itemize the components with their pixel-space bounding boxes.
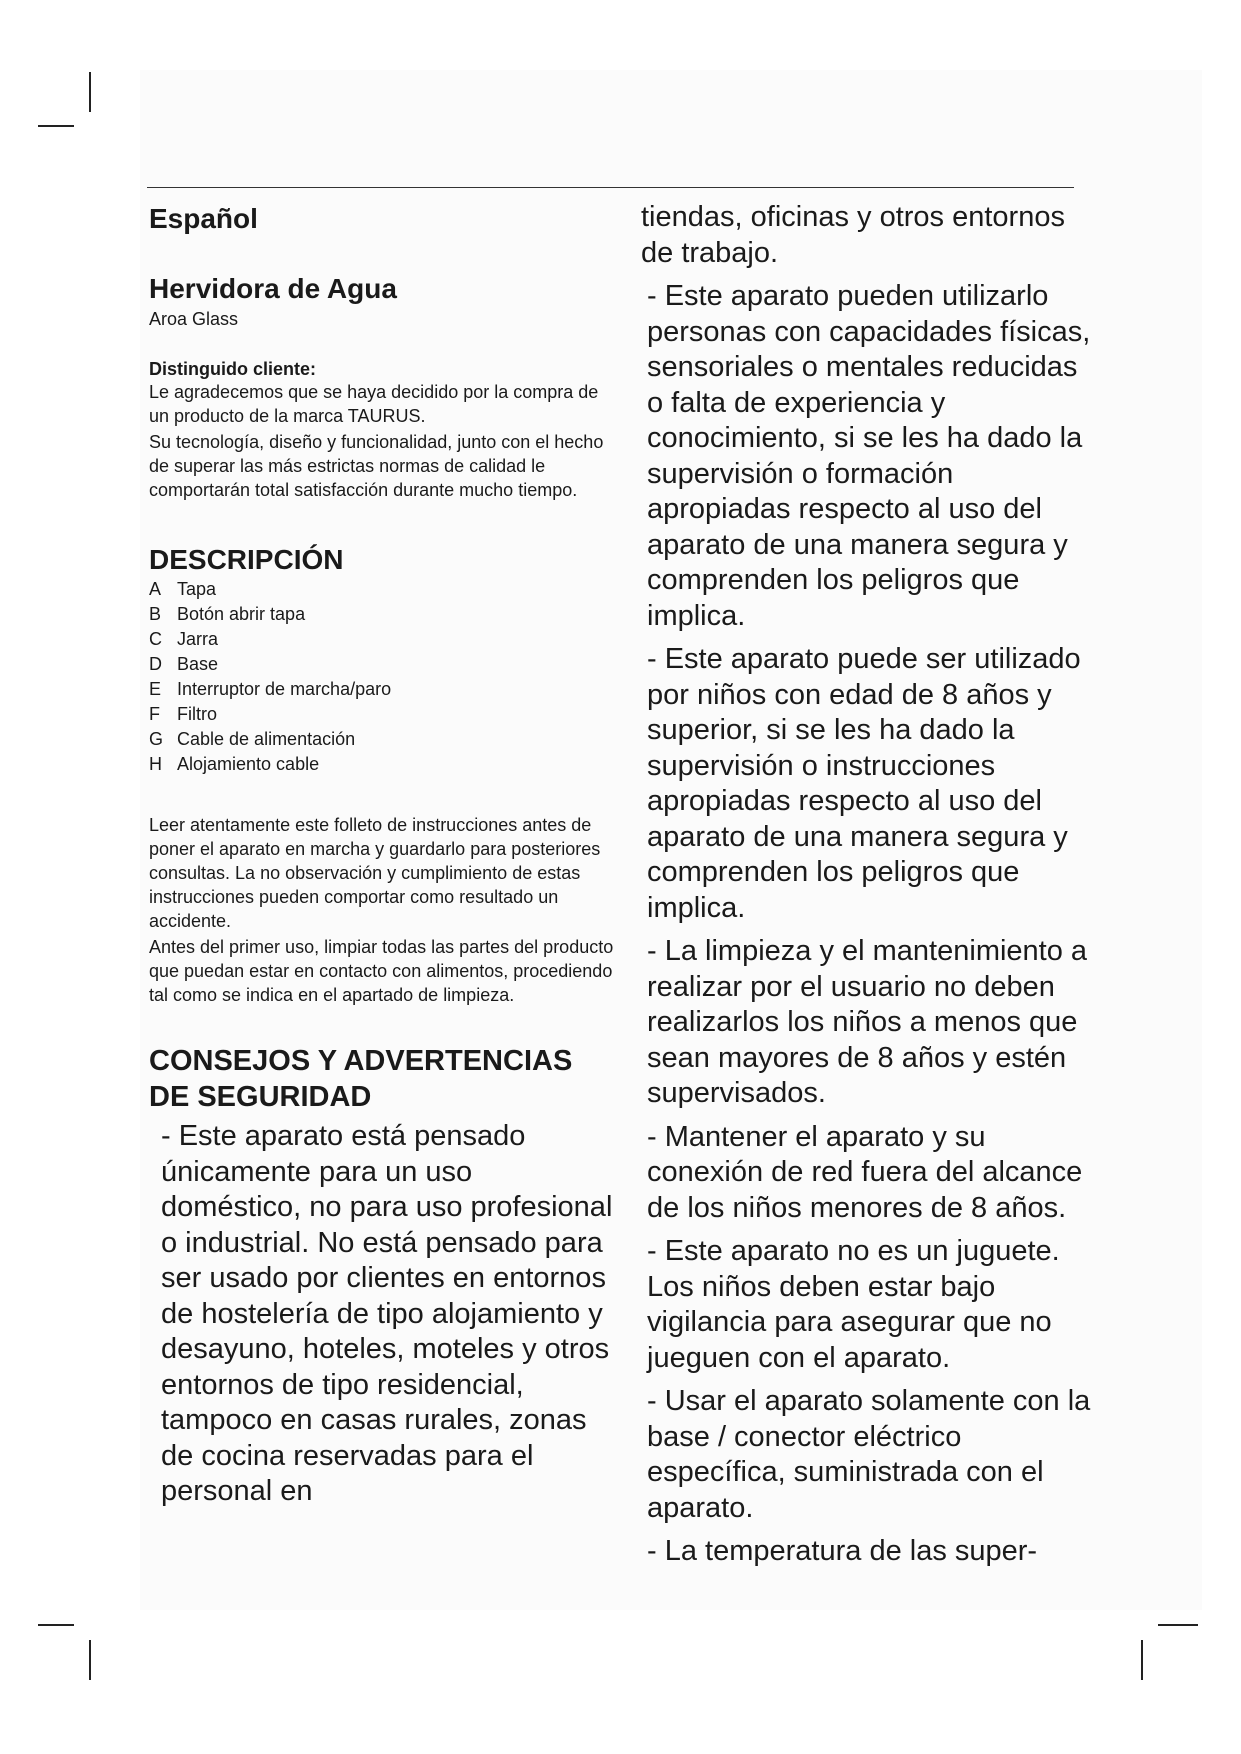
left-column (149, 200, 619, 1518)
product-title: Hervidora de Agua (149, 273, 397, 304)
part-item (149, 702, 619, 727)
safety-item: - Este aparato no es un juguete. Los niños deben estar bajo vigilancia para asegurar que no jueguen con el aparato. (647, 1235, 1060, 1374)
safety-heading-line: CONSEJOS Y ADVERTENCIAS (149, 1045, 573, 1077)
greeting: Distinguido cliente: (149, 359, 317, 379)
part-letter: B (149, 604, 162, 624)
description-heading: DESCRIPCIÓN (149, 544, 344, 575)
intro-paragraph: Su tecnología, diseño y funcionalidad, junto con el hecho de superar las más estrictas normas de calidad le comportarán total satisfacción durante mucho tiempo. (149, 432, 604, 500)
safety-item: - Mantener el aparato y su conexión de red fuera del alcance de los niños menores de 8 años. (647, 1120, 1083, 1224)
crop-mark (38, 125, 74, 127)
safety-heading (149, 1043, 619, 1115)
parts-list (149, 577, 619, 777)
safety-item: - Usar el aparato solamente con la base / conector eléctrico específica, suministrada con el aparato. (647, 1385, 1091, 1524)
safety-continuation: tiendas, oficinas y otros entornos de trabajo. (641, 201, 1065, 269)
part-item (149, 577, 619, 602)
instructions-paragraph: Antes del primer uso, limpiar todas las partes del producto que puedan estar en contacto con alimentos, procediendo tal como se indica en el apartado de limpieza. (149, 937, 614, 1005)
part-label: Base (177, 654, 219, 674)
part-item (149, 677, 619, 702)
part-letter: D (149, 654, 162, 674)
safety-item: - La limpieza y el mantenimiento a realizar por el usuario no deben realizarlos los niños a menos que sean mayores de 8 años y estén supervisados. (647, 935, 1088, 1109)
part-letter: F (149, 704, 160, 724)
safety-item: - Este aparato puede ser utilizado por niños con edad de 8 años y superior, si se les ha dado la supervisión o instrucciones apropiadas respecto al uso del aparato de una manera segura y comprenden los peligros que implica. (647, 643, 1081, 924)
right-column (641, 200, 1096, 1578)
safety-item: - Este aparato pueden utilizarlo personas con capacidades físicas, sensoriales o mentales reducidas o falta de experiencia y conocimiento, si se les ha dado la supervisión o formación apropiadas respecto al uso del aparato de una manera segura y comprenden los peligros que implica. (647, 280, 1091, 632)
part-letter: C (149, 629, 162, 649)
crop-mark (1141, 1640, 1143, 1680)
crop-mark (89, 1640, 91, 1680)
part-letter: E (149, 679, 162, 699)
part-label: Botón abrir tapa (177, 604, 306, 624)
instructions-block (149, 813, 619, 1007)
part-label: Jarra (177, 629, 219, 649)
part-item (149, 727, 619, 752)
crop-mark (1158, 1624, 1198, 1626)
header-rule (147, 187, 1074, 188)
part-label: Cable de alimentación (177, 729, 356, 749)
part-item (149, 627, 619, 652)
part-label: Alojamiento cable (177, 754, 320, 774)
part-label: Filtro (177, 704, 217, 724)
part-item (149, 602, 619, 627)
language-heading: Español (149, 203, 258, 234)
intro-paragraph: Le agradecemos que se haya decidido por la compra de un producto de la marca TAURUS. (149, 382, 599, 426)
model-name: Aroa Glass (149, 309, 239, 329)
safety-heading-line: DE SEGURIDAD (149, 1081, 372, 1113)
crop-mark (89, 72, 91, 112)
instructions-paragraph: Leer atentamente este folleto de instrucciones antes de poner el aparato en marcha y guardarlo para posteriores consultas. La no observación y cumplimiento de estas instrucciones pueden comportar como resultado un accidente. (149, 815, 601, 931)
part-item (149, 652, 619, 677)
crop-mark (38, 1624, 74, 1626)
part-label: Tapa (177, 579, 217, 599)
part-letter: G (149, 729, 164, 749)
safety-item: - Este aparato está pensado únicamente para un uso doméstico, no para uso profesional o industrial. No está pensado para ser usado por clientes en entornos de hostelería de tipo alojamiento y desayuno, hoteles, moteles y otros entornos de tipo residencial, tampoco en casas rurales, zonas de cocina reservadas para el personal en (161, 1120, 613, 1507)
part-letter: A (149, 579, 162, 599)
safety-item: - La temperatura de las super- (647, 1535, 1038, 1567)
part-letter: H (149, 754, 162, 774)
part-label: Interruptor de marcha/paro (177, 679, 392, 699)
part-item (149, 752, 619, 777)
